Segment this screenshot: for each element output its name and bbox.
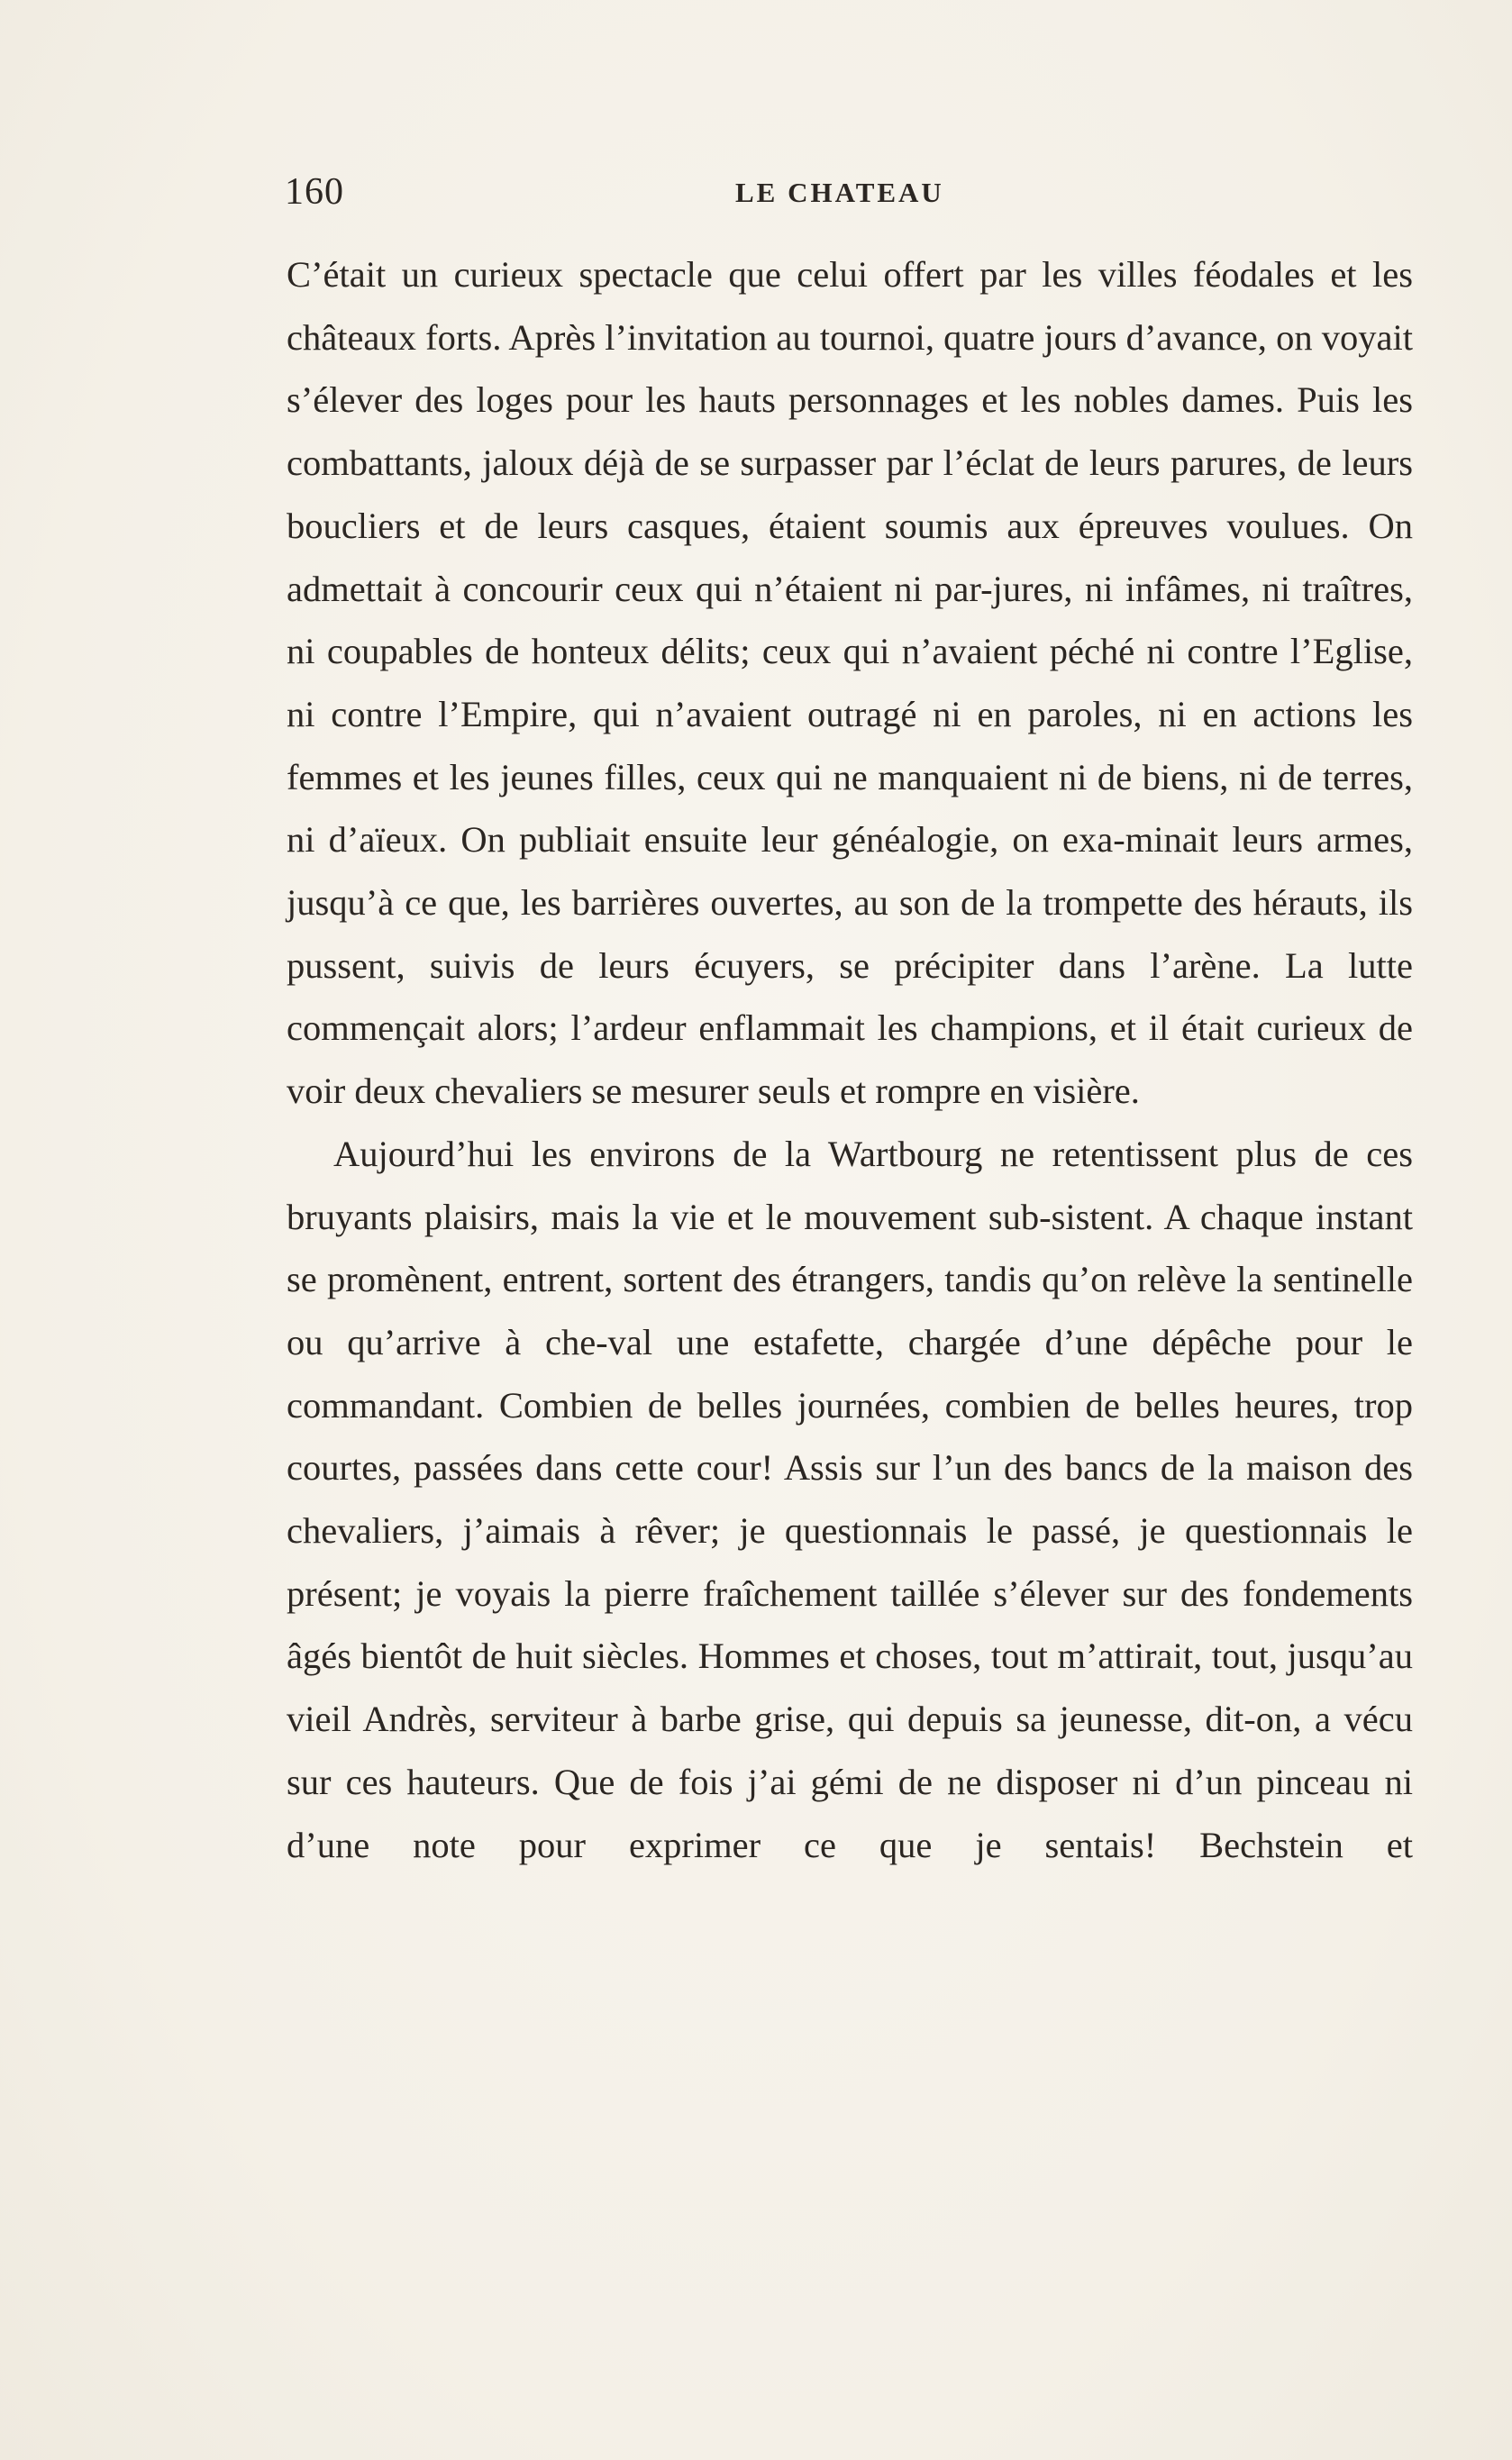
page-number: 160: [285, 171, 344, 213]
running-title: LE CHATEAU: [735, 177, 944, 208]
running-head: [285, 169, 1411, 214]
body-text: [287, 243, 1413, 1876]
paragraph-wartbourg: Aujourd’hui les environs de la Wartbourg ne retentissent plus de ces bruyants plaisirs, mais la vie et le mouvement sub-sistent. A chaque instant se promènent, entrent, sortent des étrangers, tandis qu’on relève la sentinelle ou qu’arrive à che-val une estafette, chargée d’une dépêche pour le commandant. Combien de belles journées, combien de belles heures, trop courtes, passées dans cette cour! Assis sur l’un des bancs de la maison des chevaliers, j’aimais à rêver; je questionnais le passé, je questionnais le présent; je voyais la pierre fraîchement taillée s’élever sur des fondements âgés bientôt de huit siècles. Hommes et choses, tout m’attirait, tout, jusqu’au vieil Andrès, serviteur à barbe grise, qui depuis sa jeunesse, dit-on, a vécu sur ces hauteurs. Que de fois j’ai gémi de ne disposer ni d’un pinceau ni d’une note pour exprimer ce que je sentais! Bechstein et: [287, 1133, 1413, 1865]
paragraph-tournament: C’était un curieux spectacle que celui offert par les villes féodales et les châteaux forts. Après l’invitation au tournoi, quatre jours d’avance, on voyait s’élever des loges pour les hauts personnages et les nobles dames. Puis les combattants, jaloux déjà de se surpasser par l’éclat de leurs parures, de leurs boucliers et de leurs casques, étaient soumis aux épreuves voulues. On admettait à concourir ceux qui n’étaient ni par-jures, ni infâmes, ni traîtres, ni coupables de honteux délits; ceux qui n’avaient péché ni contre l’Eglise, ni contre l’Empire, qui n’avaient outragé ni en paroles, ni en actions les femmes et les jeunes filles, ceux qui ne manquaient ni de biens, ni de terres, ni d’aïeux. On publiait ensuite leur généalogie, on exa-minait leurs armes, jusqu’à ce que, les barrières ouvertes, au son de la trompette des hérauts, ils pussent, suivis de leurs écuyers, se précipiter dans l’arène. La lutte commençait alors; l’ardeur enflammait les champions, et il était curieux de voir deux chevaliers se mesurer seuls et rompre en visière.: [287, 254, 1413, 1112]
